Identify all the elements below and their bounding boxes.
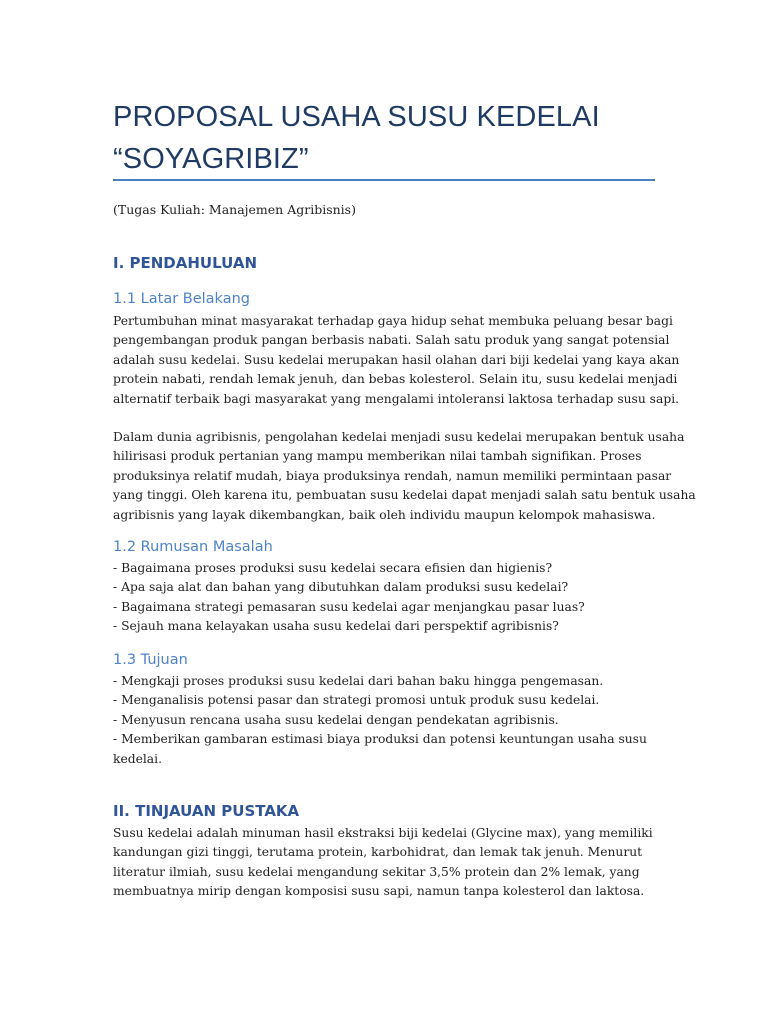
paragraph-line: produksinya relatif mudah, biaya produksinya rendah, namun memiliki permintaan pasar: [113, 468, 672, 483]
rumusan-masalah-list: [113, 559, 655, 637]
paragraph-line: agribisnis yang layak dikembangkan, baik oleh individu maupun kelompok mahasiswa.: [113, 507, 656, 522]
title-divider: [113, 179, 655, 181]
paragraph-line: yang tinggi. Oleh karena itu, pembuatan susu kedelai dapat menjadi salah satu bentuk usaha: [113, 488, 696, 503]
paragraph-line: Dalam dunia agribisnis, pengolahan kedelai menjadi susu kedelai merupakan bentuk usaha: [113, 430, 685, 444]
tinjauan-pustaka-paragraph: [113, 824, 655, 902]
subsection-heading-tujuan: 1.3 Tujuan: [113, 652, 188, 668]
paragraph-line: adalah susu kedelai. Susu kedelai merupakan hasil olahan dari biji kedelai yang kaya akan: [113, 352, 680, 367]
title-line-1: PROPOSAL USAHA SUSU KEDELAI: [113, 101, 600, 133]
list-item: - Bagaimana proses produksi susu kedelai secara efisien dan higienis?: [113, 561, 553, 575]
latar-belakang-paragraph-2: [113, 428, 696, 525]
paragraph-line: hilirisasi produk pertanian yang mampu memberikan nilai tambah signifikan. Proses: [113, 449, 642, 464]
paragraph-line: membuatnya mirip dengan komposisi susu sapi, namun tanpa kolesterol dan laktosa.: [113, 884, 645, 899]
section-heading-pendahuluan: I. PENDAHULUAN: [113, 254, 257, 272]
subsection-heading-rumusan-masalah: 1.2 Rumusan Masalah: [113, 539, 273, 555]
paragraph-line: alternatif terbaik bagi masyarakat yang mengalami intoleransi laktosa terhadap susu sapi.: [113, 391, 680, 406]
paragraph-line: Pertumbuhan minat masyarakat terhadap gaya hidup sehat membuka peluang besar bagi: [113, 314, 673, 328]
paragraph-line: protein nabati, rendah lemak jenuh, dan bebas kolesterol. Selain itu, susu kedelai menjadi: [113, 372, 678, 387]
list-item: - Mengkaji proses produksi susu kedelai dari bahan baku hingga pengemasan.: [113, 674, 604, 688]
subsection-heading-latar-belakang: 1.1 Latar Belakang: [113, 291, 250, 307]
paragraph-line: kandungan gizi tinggi, terutama protein, karbohidrat, dan lemak tak jenuh. Menurut: [113, 845, 643, 860]
list-item: kedelai.: [113, 751, 162, 766]
list-item: - Menganalisis potensi pasar dan strategi promosi untuk produk susu kedelai.: [113, 693, 600, 708]
tujuan-list: [113, 672, 655, 769]
latar-belakang-paragraph-1: [113, 312, 680, 409]
list-item: - Menyusun rencana usaha susu kedelai dengan pendekatan agribisnis.: [113, 712, 559, 727]
list-item: - Sejauh mana kelayakan usaha susu kedelai dari perspektif agribisnis?: [113, 619, 559, 634]
list-item: - Apa saja alat dan bahan yang dibutuhkan dalam produksi susu kedelai?: [113, 580, 569, 595]
title-line-2: “SOYAGRIBIZ”: [113, 143, 309, 175]
section-heading-tinjauan-pustaka: II. TINJAUAN PUSTAKA: [113, 802, 300, 820]
paragraph-line: Susu kedelai adalah minuman hasil ekstraksi biji kedelai (Glycine max), yang memiliki: [113, 826, 653, 840]
paragraph-line: pengembangan produk pangan berbasis nabati. Salah satu produk yang sangat potensial: [113, 333, 670, 348]
document-subtitle: (Tugas Kuliah: Manajemen Agribisnis): [113, 202, 356, 217]
list-item: - Bagaimana strategi pemasaran susu kedelai agar menjangkau pasar luas?: [113, 599, 585, 614]
list-item: - Memberikan gambaran estimasi biaya produksi dan potensi keuntungan usaha susu: [113, 732, 647, 747]
paragraph-line: literatur ilmiah, susu kedelai mengandung sekitar 3,5% protein dan 2% lemak, yang: [113, 864, 640, 879]
document-title: [113, 96, 655, 180]
